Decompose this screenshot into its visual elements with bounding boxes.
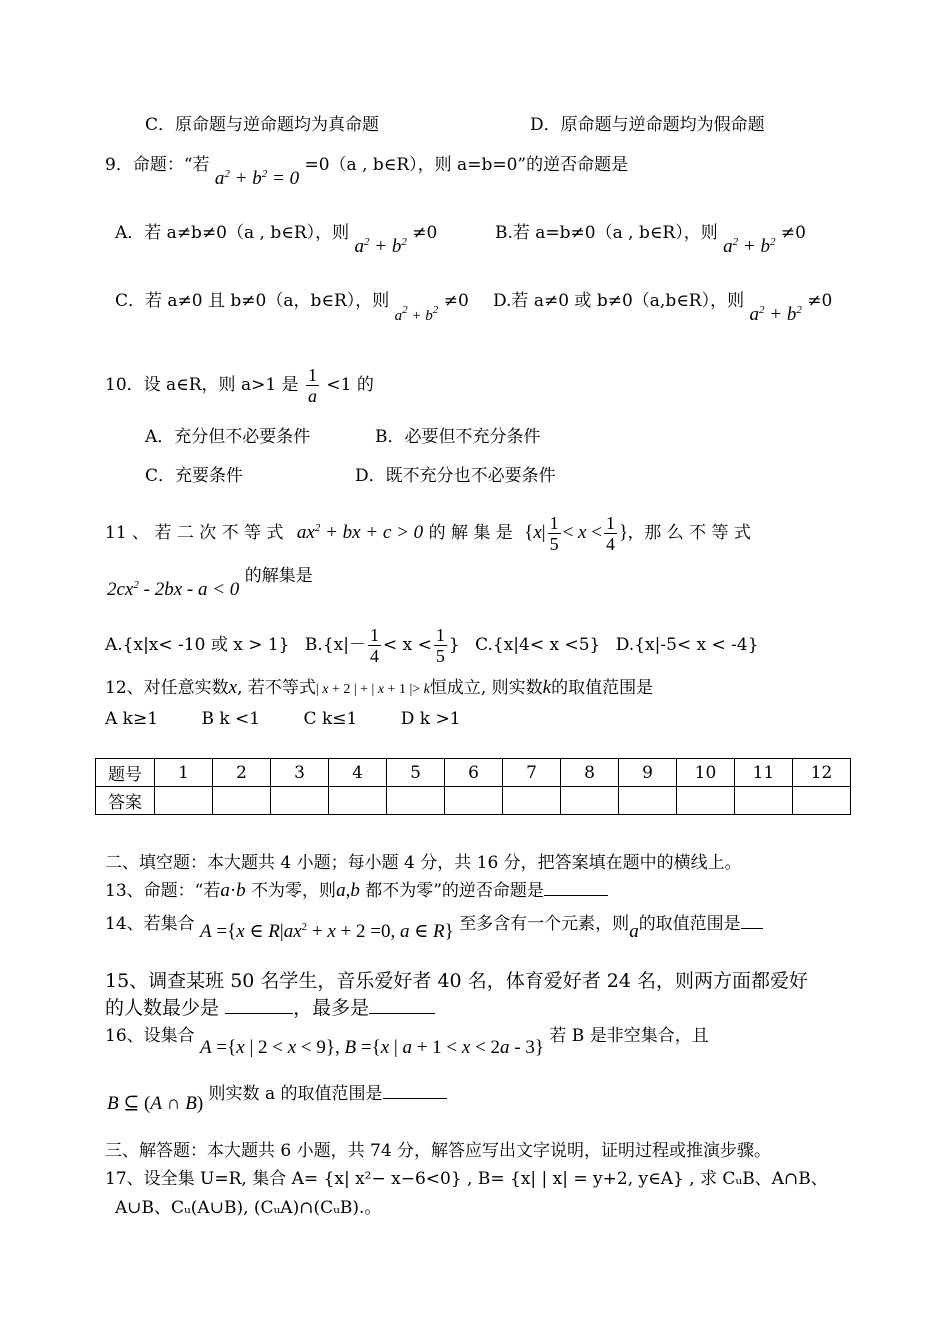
q15-max-blank[interactable] (369, 1013, 435, 1014)
q11-options (105, 620, 759, 670)
q16-end: 则实数 a 的取值范围是 (208, 1084, 383, 1104)
q13-end: 都不为零”的逆否命题是 (365, 881, 544, 901)
q9-option-c (115, 290, 469, 324)
answer-cell[interactable] (793, 787, 851, 815)
q11-option-b-start: B.{x|－ (304, 635, 366, 655)
q14-answer-blank[interactable] (741, 928, 763, 929)
table-label-answer: 答案 (96, 787, 155, 815)
table-number-cell: 11 (735, 759, 793, 787)
q13-answer-blank[interactable] (544, 895, 608, 896)
table-number-cell: 9 (619, 759, 677, 787)
q11-option-b: B.{x|－ $\frac{1}{4}$ < x < $\frac{1}{5}$ } (304, 625, 460, 666)
q11-stem-middle: 的 解 集 是 (428, 523, 513, 543)
q9-option-b-tail: ≠0 (780, 223, 806, 243)
q9-stem-start: 9．命题：“若 (105, 155, 210, 175)
q17-line1: 17、设全集 U=R, 集合 A= {x| x²− x−6<0} , B= {x| | x| = y+2, y∈A} , 求 CᵤB、A∩B、 (105, 1169, 828, 1189)
answer-cell[interactable] (503, 787, 561, 815)
q9-option-a (115, 222, 438, 257)
answer-cell[interactable] (213, 787, 271, 815)
table-number-cell: 10 (677, 759, 735, 787)
q11-option-c: C.{x|4< x <5} (475, 635, 601, 655)
q11-inequality-2: $2cx^2 - 2bx - a < 0$ (107, 579, 240, 600)
q10-option-b: B．必要但不充分条件 (375, 427, 541, 447)
q9-stem (105, 154, 629, 189)
q9-option-c-text: C．若 a≠0 且 b≠0（a，b∈R），则 (115, 291, 390, 311)
section2-heading: 二、填空题：本大题共 4 小题；每小题 4 分，共 16 分，把答案填在题中的横线上。 (105, 853, 742, 873)
table-number-cell: 4 (329, 759, 387, 787)
section3-heading: 三、解答题：本大题共 6 小题，共 74 分，解答应写出文字说明，证明过程或推演步骤。 (105, 1141, 772, 1161)
q16-subset: B ⊆ (A ∩ B) (107, 1093, 204, 1114)
q9-option-c-formula: $a^2 + b^2$ (394, 304, 439, 324)
q14-mid: 至多含有一个元素，则 (459, 914, 630, 934)
q10-fraction (306, 365, 319, 406)
table-number-cell: 1 (155, 759, 213, 787)
q9-option-a-text: A．若 a≠b≠0（a , b∈R），则 (115, 223, 350, 243)
q13-start: 13、命题：“若 (105, 881, 221, 901)
q8-option-c: C．原命题与逆命题均为真命题 (145, 115, 380, 135)
answer-cell[interactable] (561, 787, 619, 815)
table-number-cell: 5 (387, 759, 445, 787)
answer-cell[interactable] (445, 787, 503, 815)
q9-option-a-tail: ≠0 (412, 223, 438, 243)
q9-option-b-formula: $a^2 + b^2$ (723, 236, 776, 257)
q9-option-a-formula: $a^2 + b^2$ (354, 236, 407, 257)
q12-stem-mid2: 恒成立, 则实数 (429, 678, 543, 698)
q17-line2: A∪B、Cᵤ(A∪B), (CᵤA)∩(CᵤB).。 (115, 1198, 382, 1218)
q16-mid: 若 B 是非空集合，且 (549, 1026, 709, 1046)
q9-option-c-tail: ≠0 (443, 291, 469, 311)
q9-option-d-formula: $a^2 + b^2$ (749, 304, 802, 325)
q12-option-b: B k <1 (201, 709, 261, 729)
q11-stem-end: 那 么 不 等 式 (644, 523, 751, 543)
q10-option-d: D．既不充分也不必要条件 (355, 466, 556, 486)
answer-cell[interactable] (735, 787, 793, 815)
table-label-number: 题号 (96, 759, 155, 787)
q9-option-d (493, 290, 833, 325)
table-number-cell: 6 (445, 759, 503, 787)
answer-table-answer-row (96, 787, 851, 815)
q13-stem: 13、命题：“若a·b 不为零，则a,b 都不为零”的逆否命题是 (105, 880, 608, 902)
q12-stem-start: 12、对任意实数 (105, 678, 229, 698)
answer-cell[interactable] (677, 787, 735, 815)
answer-cell[interactable] (329, 787, 387, 815)
answer-table (95, 758, 851, 815)
q11-stem (105, 507, 751, 561)
q14-set: A ={x ∈ $R|ax^2 + x + 2 =0$, a ∈ R} (200, 921, 454, 942)
q12-option-c: C k≤1 (303, 709, 358, 729)
q15-line1: 15、调查某班 50 名学生，音乐爱好者 40 名，体育爱好者 24 名，则两方面都爱好 (105, 970, 808, 992)
q9-option-b (495, 222, 806, 257)
q9-option-b-text: B.若 a=b≠0（a , b∈R），则 (495, 223, 718, 243)
q10-option-c: C．充要条件 (145, 466, 244, 486)
q11-option-a: A.{x|x< -10 或 x > 1} (105, 635, 290, 655)
q8-option-d: D．原命题与逆命题均为假命题 (530, 115, 765, 135)
table-number-cell: 8 (561, 759, 619, 787)
q11-inequality: $ax^2$ + bx + c > 0 (296, 522, 424, 543)
q10-frac-den: a (307, 386, 317, 406)
q11-option-b-mid: < x < (382, 635, 432, 655)
table-number-cell: 7 (503, 759, 561, 787)
table-number-cell: 12 (793, 759, 851, 787)
q10-frac-num: 1 (307, 365, 317, 385)
q15-min-blank[interactable] (225, 1013, 293, 1014)
q14-start: 14、若集合 (105, 914, 195, 934)
q9-stem-end: =0（a , b∈R），则 a=b=0”的逆否命题是 (304, 155, 629, 175)
q12-options (105, 708, 461, 730)
q15-min-text: 的人数最少是 (105, 997, 220, 1019)
q16-sets: A ={x | 2 < x < 9}, B ={x | a + 1 < x < 2a - 3} (200, 1037, 544, 1058)
q12-inequality: | x + 2 | + | x + 1 |> k (315, 682, 430, 697)
q11-option-d: D.{x|-5< x < -4} (615, 635, 759, 655)
q16-answer-blank[interactable] (383, 1098, 447, 1099)
q12-option-a: A k≥1 (105, 709, 159, 729)
answer-cell[interactable] (387, 787, 445, 815)
q10-stem-start: 10．设 a∈R，则 a>1 是 (105, 375, 299, 395)
q12-stem-mid1: , 若不等式 (237, 678, 316, 698)
q11-option-b-end: } (448, 635, 460, 655)
q10-option-a: A．充分但不必要条件 (145, 427, 311, 447)
q11-second-inequality (107, 565, 313, 600)
q9-formula: $a^2 + b^2 = 0$ (214, 168, 300, 189)
q11-solution-set: {x| $\frac{1}{5}$ < x < $\frac{1}{4}$ }, (524, 513, 633, 555)
q10-stem-end: <1 的 (326, 375, 374, 395)
q10-stem (105, 358, 374, 412)
q15-line2 (105, 995, 435, 1021)
q9-option-d-text: D.若 a≠0 或 b≠0（a,b∈R），则 (493, 291, 745, 311)
table-number-cell: 2 (213, 759, 271, 787)
q13-mid: 不为零，则 (251, 881, 337, 901)
q14-end: 的取值范围是 (638, 914, 741, 934)
answer-cell[interactable] (155, 787, 213, 815)
answer-cell[interactable] (619, 787, 677, 815)
q16-stem (105, 1025, 709, 1058)
q16-condition (107, 1083, 447, 1114)
q11-stem-tail: 的解集是 (244, 566, 313, 586)
answer-cell[interactable] (271, 787, 329, 815)
q16-start: 16、设集合 (105, 1026, 195, 1046)
q11-stem-start: 11 、 若 二 次 不 等 式 (105, 523, 284, 543)
answer-table-number-row (96, 759, 851, 787)
q14-stem: 14、若集合 A ={x ∈ $R|ax^2 + x + 2 =0$, a ∈ R} 至多含有一个元素，则a的取值范围是 (105, 913, 763, 937)
q15-max-text: ，最多是 (293, 997, 370, 1019)
q12-option-d: D k >1 (400, 709, 461, 729)
q12-stem-end: 的取值范围是 (551, 678, 654, 698)
q9-option-d-tail: ≠0 (807, 291, 833, 311)
table-number-cell: 3 (271, 759, 329, 787)
q12-stem: 12、对任意实数x, 若不等式| x + 2 | + | x + 1 |> k恒成立, 则实数k的取值范围是 (105, 677, 654, 698)
